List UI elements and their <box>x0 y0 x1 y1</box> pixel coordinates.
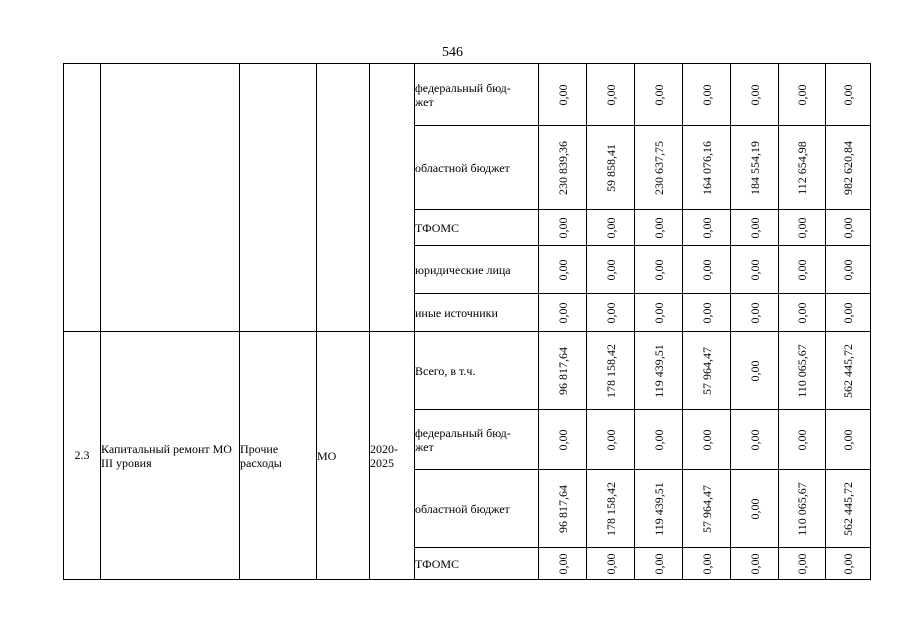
value-cell: 0,00 <box>683 294 731 332</box>
value-cell: 0,00 <box>731 64 779 126</box>
value-cell: 119 439,51 <box>635 332 683 410</box>
source-cell: федеральный бюд- жет <box>415 64 539 126</box>
value-cell: 178 158,42 <box>587 332 635 410</box>
source-cell: федеральный бюд- жет <box>415 410 539 470</box>
value-cell: 0,00 <box>587 548 635 580</box>
empty-type-cell <box>240 64 317 332</box>
value-cell: 230 637,75 <box>635 126 683 210</box>
value-cell: 0,00 <box>635 548 683 580</box>
value-cell: 110 065,67 <box>779 332 826 410</box>
value-cell: 0,00 <box>539 246 587 294</box>
value-cell: 0,00 <box>539 410 587 470</box>
value-cell: 0,00 <box>635 410 683 470</box>
source-cell: Всего, в т.ч. <box>415 332 539 410</box>
value-cell: 0,00 <box>731 210 779 246</box>
value-cell: 96 817,64 <box>539 332 587 410</box>
source-cell: областной бюджет <box>415 470 539 548</box>
item-executor-cell: МО <box>317 332 370 580</box>
value-cell: 0,00 <box>731 246 779 294</box>
source-cell: областной бюджет <box>415 126 539 210</box>
value-cell: 982 620,84 <box>826 126 871 210</box>
item-name-cell: Капитальный ремонт МО III уровия <box>101 332 240 580</box>
value-cell: 0,00 <box>587 210 635 246</box>
empty-executor-cell <box>317 64 370 332</box>
value-cell: 178 158,42 <box>587 470 635 548</box>
value-cell: 0,00 <box>826 64 871 126</box>
item-expense-type-cell: Прочие расходы <box>240 332 317 580</box>
value-cell: 0,00 <box>779 64 826 126</box>
table-row <box>64 64 871 126</box>
value-cell: 0,00 <box>731 470 779 548</box>
value-cell: 0,00 <box>587 64 635 126</box>
value-cell: 0,00 <box>779 246 826 294</box>
value-cell: 0,00 <box>683 548 731 580</box>
value-cell: 57 964,47 <box>683 470 731 548</box>
value-cell: 0,00 <box>779 294 826 332</box>
value-cell: 0,00 <box>826 294 871 332</box>
source-cell: ТФОМС <box>415 548 539 580</box>
value-cell: 0,00 <box>779 210 826 246</box>
value-cell: 0,00 <box>683 410 731 470</box>
value-cell: 0,00 <box>683 246 731 294</box>
value-cell: 0,00 <box>826 246 871 294</box>
value-cell: 0,00 <box>539 294 587 332</box>
value-cell: 0,00 <box>683 210 731 246</box>
value-cell: 0,00 <box>779 548 826 580</box>
value-cell: 96 817,64 <box>539 470 587 548</box>
value-cell: 562 445,72 <box>826 332 871 410</box>
value-cell: 0,00 <box>539 64 587 126</box>
value-cell: 164 076,16 <box>683 126 731 210</box>
budget-table <box>63 63 871 580</box>
empty-number-cell <box>64 64 101 332</box>
value-cell: 184 554,19 <box>731 126 779 210</box>
value-cell: 562 445,72 <box>826 470 871 548</box>
value-cell: 110 065,67 <box>779 470 826 548</box>
value-cell: 0,00 <box>731 294 779 332</box>
value-cell: 0,00 <box>635 210 683 246</box>
value-cell: 0,00 <box>635 246 683 294</box>
value-cell: 0,00 <box>635 64 683 126</box>
value-cell: 0,00 <box>587 410 635 470</box>
value-cell: 0,00 <box>635 294 683 332</box>
source-cell: юридические лица <box>415 246 539 294</box>
source-cell: ТФОМС <box>415 210 539 246</box>
item-number-cell: 2.3 <box>64 332 101 580</box>
empty-period-cell <box>370 64 415 332</box>
value-cell: 57 964,47 <box>683 332 731 410</box>
value-cell: 0,00 <box>731 548 779 580</box>
value-cell: 59 858,41 <box>587 126 635 210</box>
table-row <box>64 332 871 410</box>
page-number: 546 <box>442 45 463 60</box>
value-cell: 0,00 <box>779 410 826 470</box>
value-cell: 0,00 <box>731 410 779 470</box>
item-period-cell: 2020-2025 <box>370 332 415 580</box>
value-cell: 0,00 <box>826 548 871 580</box>
value-cell: 0,00 <box>683 64 731 126</box>
value-cell: 119 439,51 <box>635 470 683 548</box>
source-cell: иные источники <box>415 294 539 332</box>
value-cell: 0,00 <box>587 246 635 294</box>
value-cell: 0,00 <box>826 410 871 470</box>
empty-name-cell <box>101 64 240 332</box>
value-cell: 0,00 <box>539 548 587 580</box>
value-cell: 112 654,98 <box>779 126 826 210</box>
value-cell: 0,00 <box>539 210 587 246</box>
value-cell: 0,00 <box>731 332 779 410</box>
value-cell: 0,00 <box>826 210 871 246</box>
value-cell: 230 839,36 <box>539 126 587 210</box>
value-cell: 0,00 <box>587 294 635 332</box>
